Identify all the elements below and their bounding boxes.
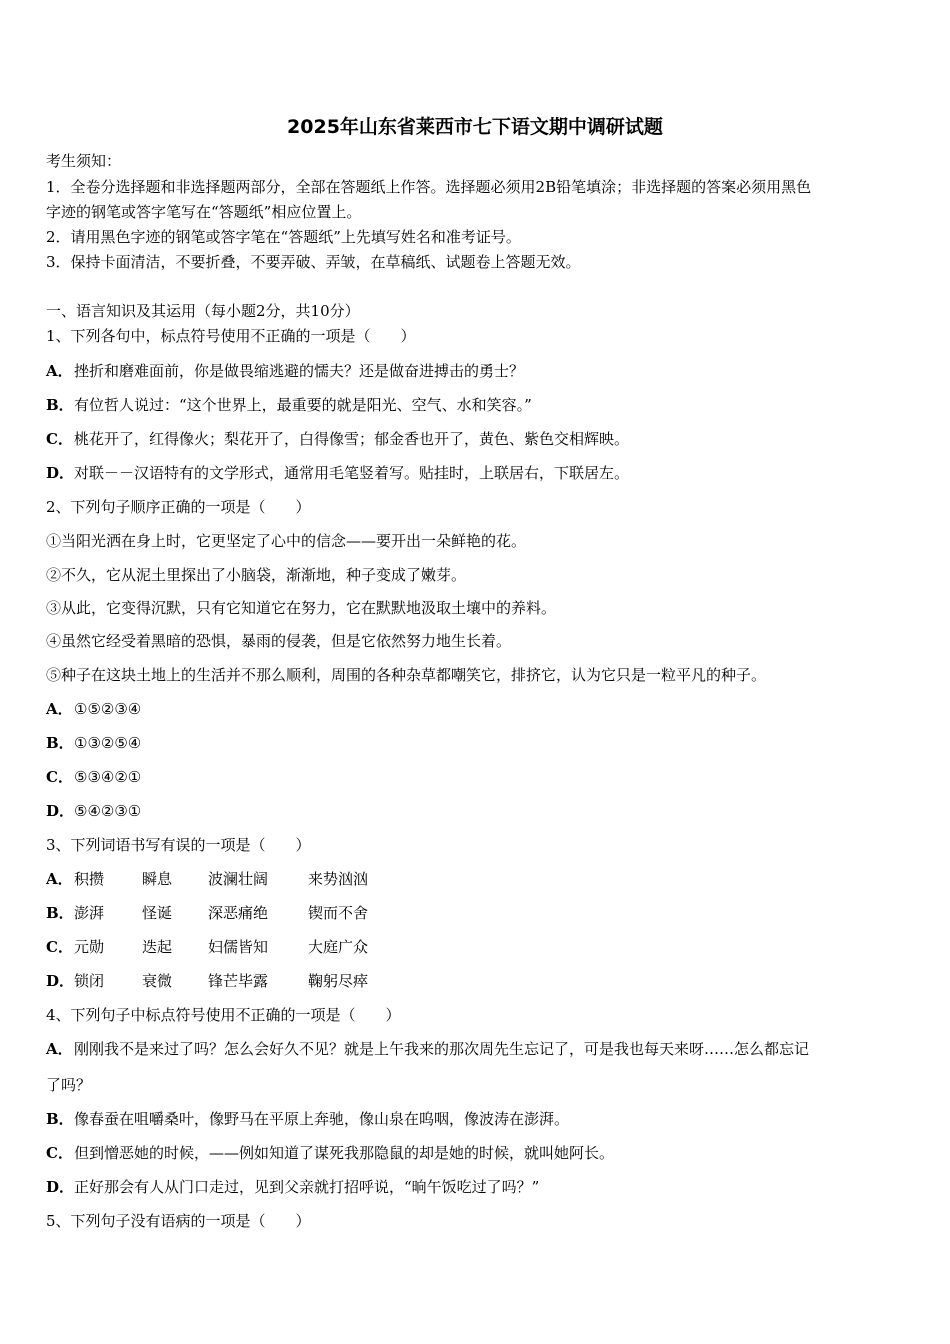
- option-word: 迭起: [142, 938, 173, 956]
- option-word: 锁闭: [74, 972, 105, 990]
- option-word: 衰微: [142, 972, 173, 990]
- option-text: 了吗？: [46, 1076, 92, 1094]
- option-label: A．: [46, 700, 73, 718]
- notice-item: 1．全卷分选择题和非选择题两部分，全部在答题纸上作答。选择题必须用2B铅笔填涂；非选择题的答案必须用黑色: [46, 178, 812, 196]
- option-word: 波澜壮阔: [208, 870, 269, 888]
- notice-item: 3．保持卡面清洁，不要折叠，不要弄破、弄皱，在草稿纸、试题卷上答题无效。: [46, 253, 581, 271]
- q3-option-a: [46, 870, 368, 888]
- q1-option-b: [46, 396, 532, 414]
- option-text: 但到憎恶她的时候，——例如知道了谋死我那隐鼠的却是她的时候，就叫她阿长。: [74, 1144, 615, 1162]
- option-label: C．: [46, 768, 73, 786]
- notice-item: 2．请用黑色字迹的钢笔或答字笔在“答题纸”上先填写姓名和准考证号。: [46, 228, 521, 246]
- option-text: 像春蚕在咀嚼桑叶，像野马在平原上奔驰，像山泉在呜咽，像波涛在澎湃。: [74, 1110, 570, 1128]
- q2-sentence: ①当阳光洒在身上时，它更坚定了心中的信念——要开出一朵鲜艳的花。: [46, 532, 527, 550]
- option-word: 锲而不舍: [308, 904, 369, 922]
- page-title: 2025年山东省莱西市七下语文期中调研试题: [287, 116, 663, 138]
- q4-option-a-continued: [46, 1076, 91, 1094]
- question-stem-1: 1、下列各句中，标点符号使用不正确的一项是（ ）: [46, 327, 416, 345]
- option-label: A．: [46, 362, 73, 380]
- option-text: ①③②⑤④: [74, 734, 142, 752]
- option-label: C．: [46, 1144, 73, 1162]
- option-label: B．: [46, 1110, 74, 1128]
- option-text: 挫折和磨难面前，你是做畏缩逃避的懦夫？还是做奋进搏击的勇士？: [74, 362, 525, 380]
- question-stem-4: 4、下列句子中标点符号使用不正确的一项是（ ）: [46, 1006, 401, 1024]
- option-word: 深恶痛绝: [208, 904, 269, 922]
- q4-option-c: [46, 1144, 614, 1162]
- option-label: D．: [46, 972, 75, 990]
- option-text: ⑤③④②①: [74, 768, 142, 786]
- option-word: 元勋: [74, 938, 105, 956]
- option-word: 锋芒毕露: [208, 972, 269, 990]
- q4-option-d: [46, 1178, 539, 1196]
- option-label: D．: [46, 1178, 75, 1196]
- question-stem-2: 2、下列句子顺序正确的一项是（ ）: [46, 498, 311, 516]
- q1-option-c: [46, 430, 629, 448]
- option-label: B．: [46, 734, 74, 752]
- q1-option-d: [46, 464, 629, 482]
- q2-option-b: [46, 734, 141, 752]
- q2-sentence: ⑤种子在这块土地上的生活并不那么顺利，周围的各种杂草都嘲笑它，排挤它，认为它只是一粒平凡的种子。: [46, 666, 767, 684]
- question-stem-3: 3、下列词语书写有误的一项是（ ）: [46, 836, 311, 854]
- option-word: 来势汹汹: [308, 870, 369, 888]
- option-word: 大庭广众: [308, 938, 369, 956]
- option-word: 澎湃: [74, 904, 105, 922]
- option-text: ①⑤②③④: [74, 700, 142, 718]
- option-word: 怪诞: [142, 904, 173, 922]
- option-word: 积攒: [74, 870, 105, 888]
- option-text: 对联－－汉语特有的文学形式，通常用毛笔竖着写。贴挂时，上联居右，下联居左。: [74, 464, 630, 482]
- option-label: A．: [46, 1040, 73, 1058]
- q4-option-a: [46, 1040, 809, 1058]
- option-label: A．: [46, 870, 73, 888]
- option-label: B．: [46, 904, 74, 922]
- option-text: 正好那会有人从门口走过，见到父亲就打招呼说，“晌午饭吃过了吗？”: [74, 1178, 540, 1196]
- q3-option-d: [46, 972, 368, 990]
- notice-item: 字迹的钢笔或答字笔写在“答题纸”相应位置上。: [46, 203, 362, 221]
- q3-option-c: [46, 938, 368, 956]
- q2-option-a: [46, 700, 141, 718]
- option-text: ⑤④②③①: [74, 802, 142, 820]
- option-label: D．: [46, 802, 75, 820]
- option-label: C．: [46, 938, 73, 956]
- q4-option-b: [46, 1110, 569, 1128]
- q2-option-c: [46, 768, 141, 786]
- option-word: 鞠躬尽瘁: [308, 972, 369, 990]
- option-text: 有位哲人说过：“这个世界上，最重要的就是阳光、空气、水和笑容。”: [74, 396, 532, 414]
- q2-sentence: ④虽然它经受着黑暗的恐惧，暴雨的侵袭，但是它依然努力地生长着。: [46, 632, 512, 650]
- option-label: C．: [46, 430, 73, 448]
- option-word: 妇儒皆知: [208, 938, 269, 956]
- option-text: 桃花开了，红得像火；梨花开了，白得像雪；郁金香也开了，黄色、紫色交相辉映。: [74, 430, 630, 448]
- q2-option-d: [46, 802, 141, 820]
- notice-heading: 考生须知：: [46, 152, 122, 170]
- section-heading: 一、语言知识及其运用（每小题2分，共10分）: [46, 302, 360, 320]
- q1-option-a: [46, 362, 524, 380]
- q2-sentence: ②不久，它从泥土里探出了小脑袋，渐渐地，种子变成了嫩芽。: [46, 566, 467, 584]
- option-word: 瞬息: [142, 870, 173, 888]
- option-label: D．: [46, 464, 75, 482]
- option-text: 刚刚我不是来过了吗？怎么会好久不见？就是上午我来的那次周先生忘记了，可是我也每天来呀……怎么都忘记: [74, 1040, 810, 1058]
- option-label: B．: [46, 396, 74, 414]
- q2-sentence: ③从此，它变得沉默，只有它知道它在努力，它在默默地汲取土壤中的养料。: [46, 599, 557, 617]
- question-stem-5: 5、下列句子没有语病的一项是（ ）: [46, 1212, 311, 1230]
- q3-option-b: [46, 904, 368, 922]
